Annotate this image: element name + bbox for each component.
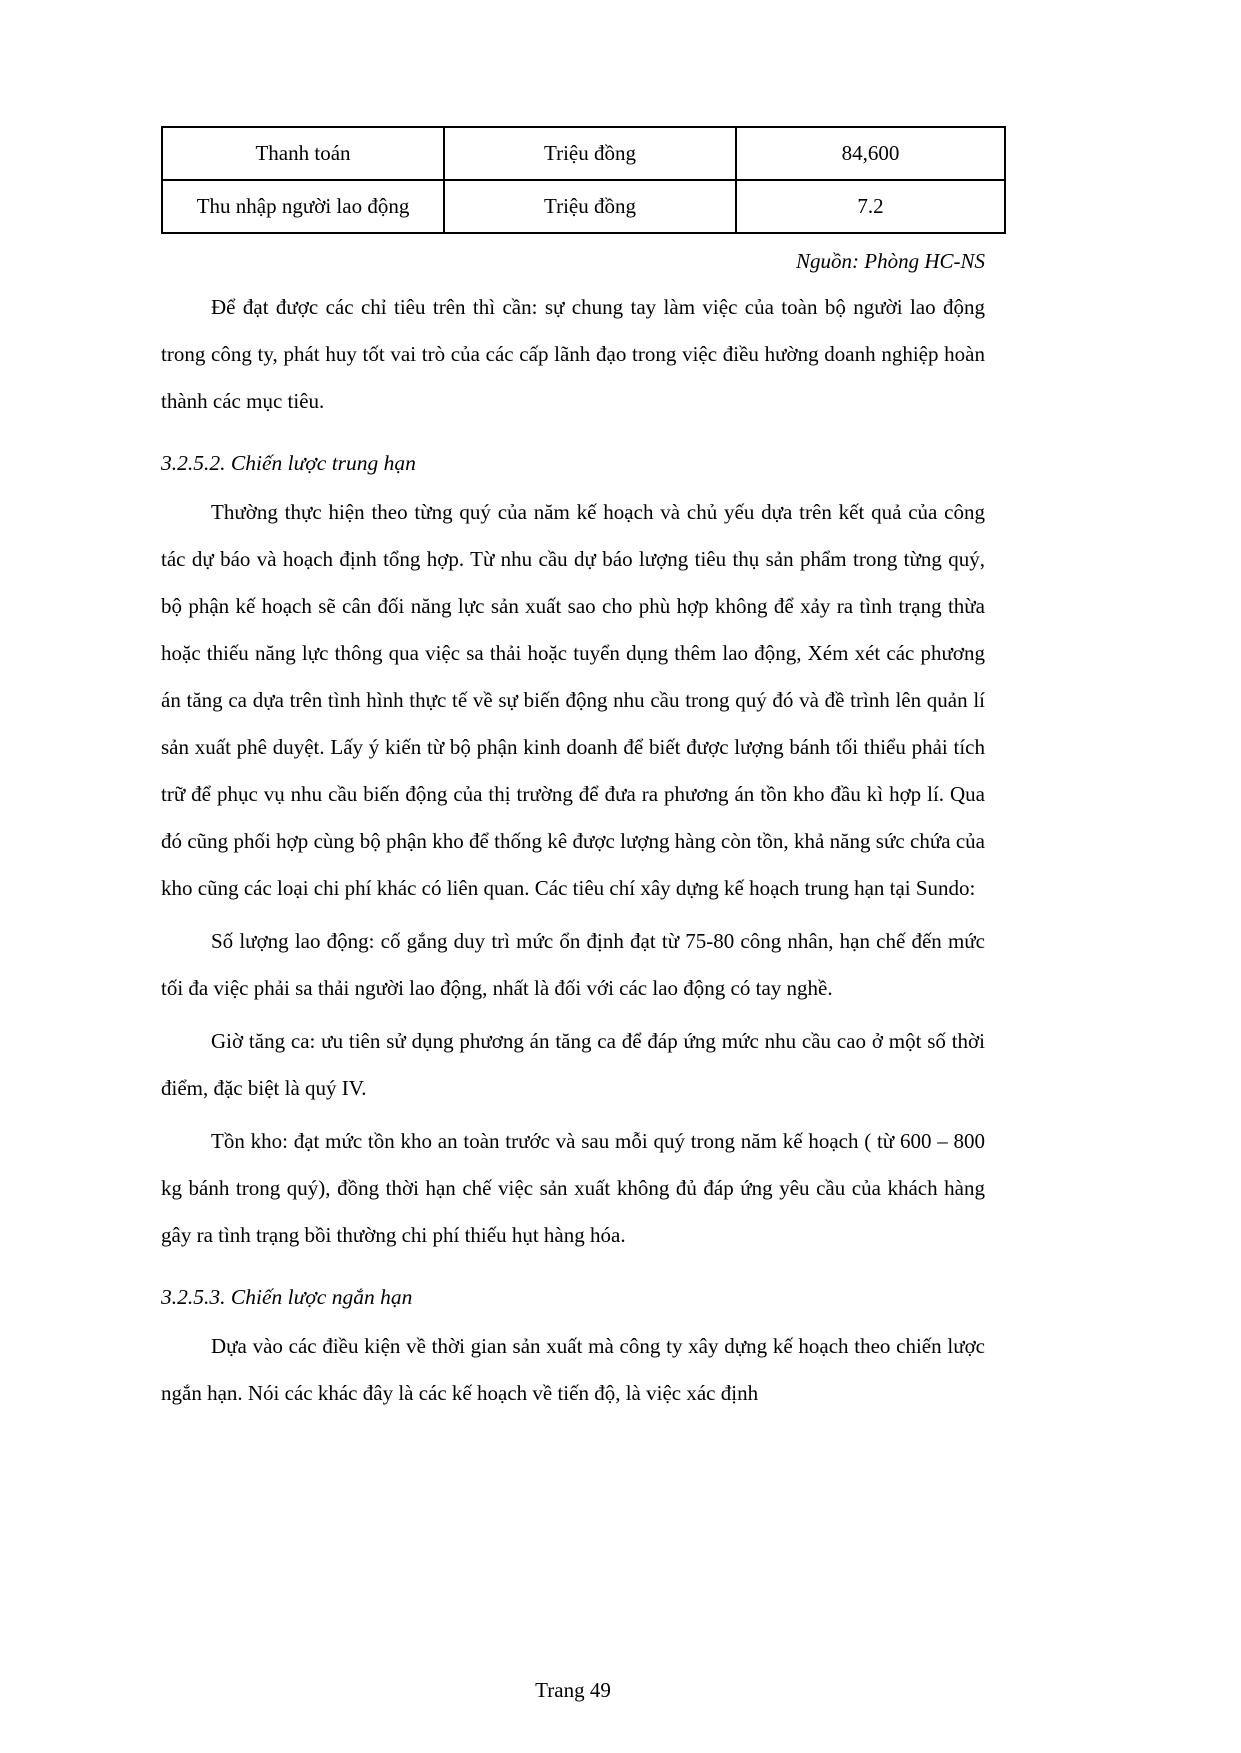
table-row — [162, 180, 1005, 233]
paragraph-overtime: Giờ tăng ca: ưu tiên sử dụng phương án tăng ca để đáp ứng mức nhu cầu cao ở một số thời điểm, đặc biệt là quý IV. — [161, 1029, 985, 1100]
indicator-table — [161, 126, 1006, 234]
table-cell-unit: Triệu đồng — [444, 180, 736, 233]
section-heading-medium-term: 3.2.5.2. Chiến lược trung hạn — [161, 451, 416, 475]
table-cell-label: Thu nhập người lao động — [162, 180, 444, 233]
paragraph-short-term: Dựa vào các điều kiện về thời gian sản xuất mà công ty xây dựng kế hoạch theo chiến lược ngắn hạn. Nói các khác đây là các kế hoạch về tiến độ, là việc xác định — [161, 1334, 985, 1405]
paragraph-inventory: Tồn kho: đạt mức tồn kho an toàn trước và sau mỗi quý trong năm kế hoạch ( từ 600 – 800 kg bánh trong quý), đồng thời hạn chế việc sản xuất không đủ đáp ứng yêu cầu của khách hàng gây ra tình trạng bồi thường chi phí thiếu hụt hàng hóa. — [161, 1129, 985, 1247]
source-caption: Nguồn: Phòng HC-NS — [796, 249, 985, 273]
page-number: Trang 49 — [535, 1678, 611, 1702]
paragraph-medium-term: Thường thực hiện theo từng quý của năm kế hoạch và chủ yếu dựa trên kết quả của công tác dự báo và hoạch định tổng hợp. Từ nhu cầu dự báo lượng tiêu thụ sản phẩm trong từng quý, bộ phận kế hoạch sẽ cân đối năng lực sản xuất sao cho phù hợp không để xảy ra tình trạng thừa hoặc thiếu năng lực thông qua việc sa thải hoặc tuyển dụng thêm lao động, Xém xét các phương án tăng ca dựa trên tình hình thực tế về sự biến động nhu cầu trong quý đó và đề trình lên quản lí sản xuất phê duyệt. Lấy ý kiến từ bộ phận kinh doanh để biết được lượng bánh tối thiểu phải tích trữ để phục vụ nhu cầu biến động của thị trường để đưa ra phương án tồn kho đầu kì hợp lí. Qua đó cũng phối hợp cùng bộ phận kho để thống kê được lượng hàng còn tồn, khả năng sức chứa của kho cũng các loại chi phí khác có liên quan. Các tiêu chí xây dựng kế hoạch trung hạn tại Sundo: — [161, 500, 985, 900]
table-cell-label: Thanh toán — [162, 127, 444, 180]
table-cell-value: 84,600 — [736, 127, 1005, 180]
paragraph-intro: Để đạt được các chỉ tiêu trên thì cần: sự chung tay làm việc của toàn bộ người lao động trong công ty, phát huy tốt vai trò của các cấp lãnh đạo trong việc điều hường doanh nghiệp hoàn thành các mục tiêu. — [161, 295, 985, 413]
page-content — [161, 126, 985, 1417]
table-cell-value: 7.2 — [736, 180, 1005, 233]
table-row — [162, 127, 1005, 180]
table-cell-unit: Triệu đồng — [444, 127, 736, 180]
section-heading-short-term: 3.2.5.3. Chiến lược ngắn hạn — [161, 1285, 413, 1309]
paragraph-labor: Số lượng lao động: cố gắng duy trì mức ổn định đạt từ 75-80 công nhân, hạn chế đến mức tối đa việc phải sa thải người lao động, nhất là đối với các lao động có tay nghề. — [161, 929, 985, 1000]
